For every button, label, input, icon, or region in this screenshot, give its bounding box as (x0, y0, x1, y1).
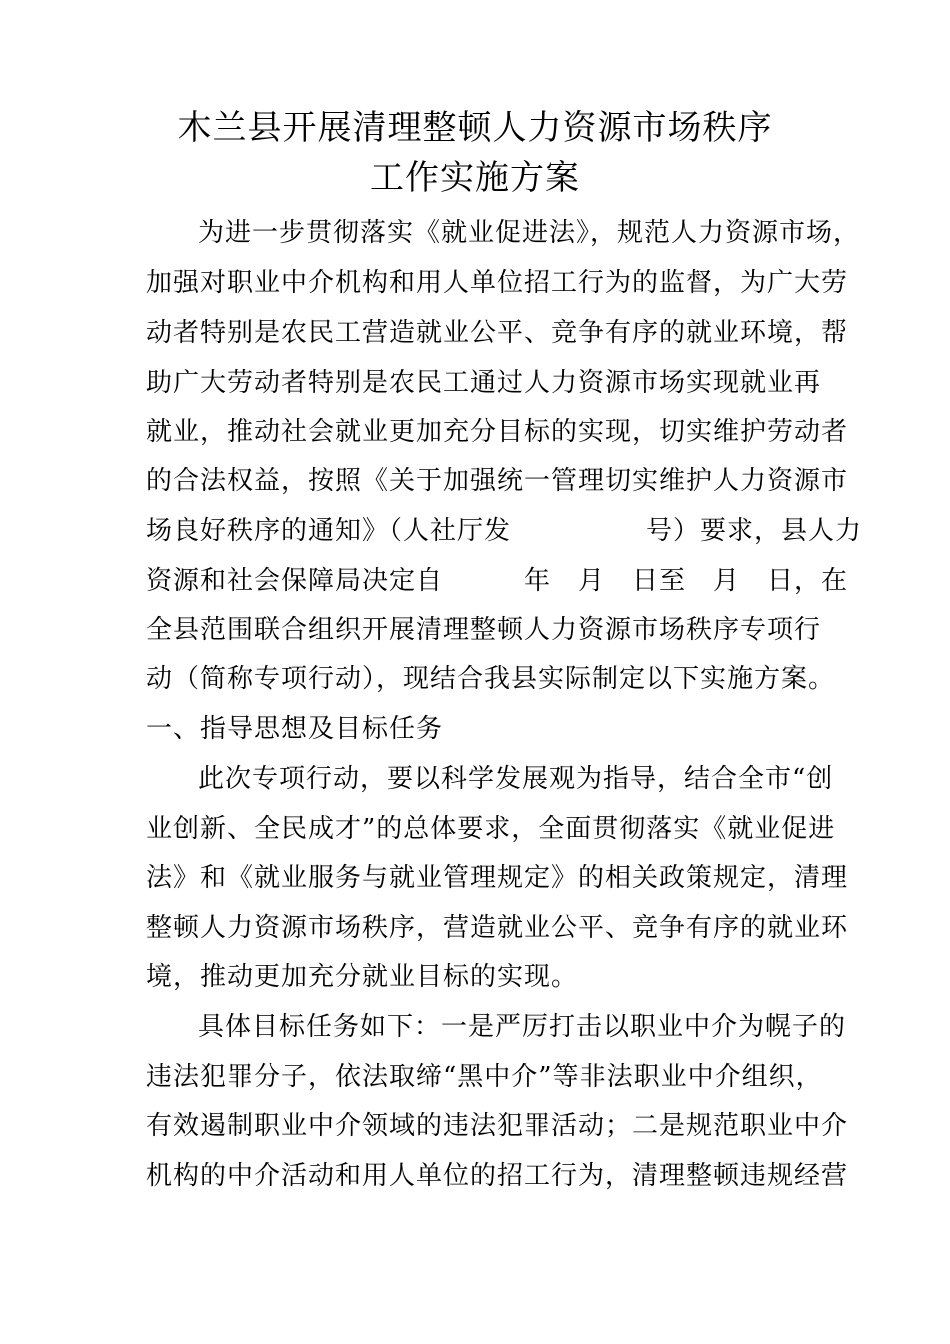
paragraph-1-line-4: 助广大劳动者特别是农民工通过人力资源市场实现就业再 (146, 368, 822, 398)
paragraph-1-line-3: 动者特别是农民工营造就业公平、竞争有序的就业环境，帮 (146, 318, 849, 348)
paragraph-2-line-1: 此次专项行动，要以科学发展观为指导，结合全市“创 (198, 764, 834, 794)
paragraph-1-line-5: 就业，推动社会就业更加充分目标的实现，切实维护劳动者 (146, 417, 849, 447)
paragraph-3-line-4: 机构的中介活动和用人单位的招工行为，清理整顿违规经营 (146, 1161, 849, 1191)
paragraph-1-line-1: 为进一步贯彻落实《就业促进法》，规范人力资源市场， (198, 218, 861, 248)
paragraph-1-line-6: 的合法权益，按照《关于加强统一管理切实维护人力资源市 (146, 466, 849, 496)
paragraph-3-line-3: 有效遏制职业中介领域的违法犯罪活动；二是规范职业中介 (146, 1111, 849, 1141)
paragraph-3-line-1: 具体目标任务如下：一是严厉打击以职业中介为幌子的 (198, 1012, 847, 1042)
document-title-line-1: 木兰县开展清理整顿人力资源市场秩序 (177, 108, 773, 148)
section-heading-1: 一、指导思想及目标任务 (146, 714, 444, 744)
paragraph-2-line-5: 境，推动更加充分就业目标的实现。 (146, 962, 579, 992)
paragraph-3-line-2: 违法犯罪分子，依法取缔“黑中介”等非法职业中介组织， (146, 1062, 823, 1092)
paragraph-2-line-4: 整顿人力资源市场秩序，营造就业公平、竞争有序的就业环 (146, 913, 849, 943)
document-title-line-2: 工作实施方案 (370, 158, 580, 198)
paragraph-1-line-10: 动（简称专项行动），现结合我县实际制定以下实施方案。 (146, 664, 836, 694)
paragraph-1-line-8: 资源和社会保障局决定自 年 月 日至 月 日，在 (146, 566, 849, 596)
paragraph-1-line-2: 加强对职业中介机构和用人单位招工行为的监督，为广大劳 (146, 268, 849, 298)
paragraph-2-line-2: 业创新、全民成才”的总体要求，全面贯彻落实《就业促进 (146, 814, 836, 844)
paragraph-1-line-7: 场良好秩序的通知》（人社厅发 号）要求，县人力 (146, 516, 863, 546)
paragraph-2-line-3: 法》和《就业服务与就业管理规定》的相关政策规定，清理 (146, 863, 849, 893)
paragraph-1-line-9: 全县范围联合组织开展清理整顿人力资源市场秩序专项行 (146, 615, 822, 645)
